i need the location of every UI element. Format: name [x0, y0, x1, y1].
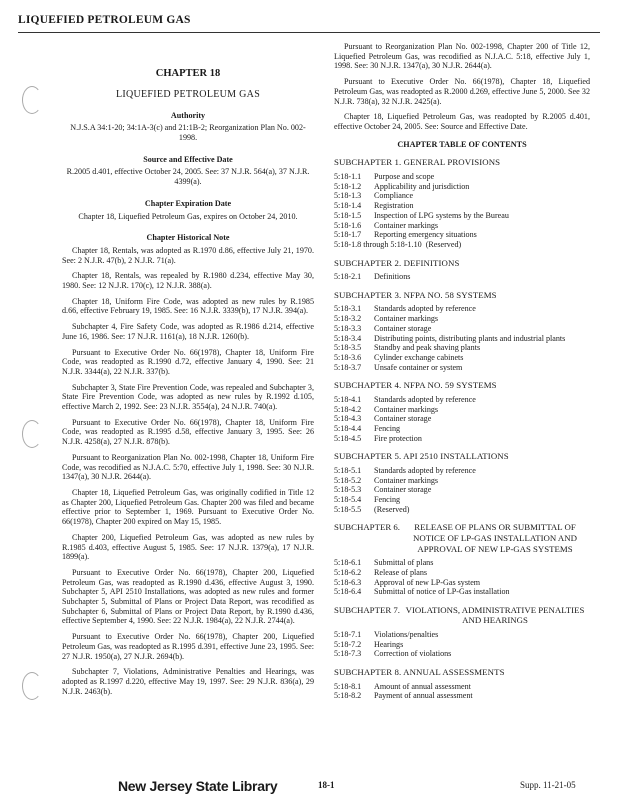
binder-hole-mark: [22, 86, 42, 114]
toc-entry: [334, 649, 590, 659]
section-title: Purpose and scope: [374, 172, 435, 182]
toc-entry: [334, 691, 590, 701]
section-number: 5:18-8.2: [334, 691, 362, 701]
historical-note-paragraph: Pursuant to Executive Order No. 66(1978), Chapter 18, Liquefied Petroleum Gas, was readopted as R.2000 d.269, effective June 5, 2000. See 32 N.J.R. 738(a), 32 N.J.R. 2425(a).: [334, 77, 590, 106]
section-title: Standards adopted by reference: [374, 304, 476, 314]
section-title: Fencing: [374, 424, 401, 434]
expiration-text: Chapter 18, Liquefied Petroleum Gas, expires on October 24, 2010.: [78, 211, 298, 221]
toc-entry: [334, 240, 590, 250]
section-title: Submittal of plans: [374, 558, 434, 568]
section-number: 5:18-5.4: [334, 495, 362, 505]
section-title: Approval of new LP-Gas system: [374, 577, 481, 587]
section-number: 5:18-5.5: [334, 504, 362, 514]
historical-note-paragraph: Pursuant to Executive Order No. 66(1978), Chapter 18, Uniform Fire Code, was readopted as R.1995 d.58, effective January 3, 1995. See: 26 N.J.R. 4258(a), 27 N.J.R. 878(b).: [62, 417, 314, 447]
toc-entry: [334, 568, 590, 578]
historical-note-continued: [334, 42, 590, 132]
toc-entry: [334, 221, 590, 231]
subchapter-title: RELEASE OF PLANS OR SUBMITTAL OF NOTICE OF LP-GAS INSTALLATION AND APPROVAL OF NEW LP-GAS SYSTEMS: [413, 522, 577, 554]
subchapter-number: SUBCHAPTER 1.: [334, 157, 402, 168]
toc-entry: [334, 324, 590, 334]
subchapter-title: NFPA NO. 58 SYSTEMS: [403, 289, 497, 300]
supplement-date: Supp. 11-21-05: [520, 780, 576, 790]
section-number: 5:18-6.3: [334, 577, 362, 587]
toc-entry: [334, 230, 590, 240]
section-number: 5:18-5.2: [334, 475, 362, 485]
subchapter-title: NFPA NO. 59 SYSTEMS: [403, 380, 497, 391]
section-title: Container storage: [374, 485, 432, 495]
section-number: 5:18-4.2: [334, 404, 362, 414]
expiration-heading: Chapter Expiration Date: [144, 198, 232, 208]
section-title: Definitions: [374, 272, 411, 282]
source-heading: Source and Effective Date: [143, 154, 233, 164]
toc-entry: [334, 172, 590, 182]
section-title: Reporting emergency situations: [374, 230, 477, 240]
historical-note-paragraph: Chapter 18, Liquefied Petroleum Gas, was originally codified in Title 12 as Chapter 200, Liquefied Petroleum Gas. Chapter 200 was filed and became effective prior to September 1, 1969. Pursuant to Executive Order No. 66(1978), Chapter 200 expired on May 15, 1985.: [62, 487, 314, 527]
section-title: (Reserved): [425, 239, 462, 249]
toc-entry: [334, 505, 590, 515]
header-rule: [18, 32, 600, 33]
authority-text: N.J.S.A 34:1-20; 34:1A-3(c) and 21:1B-2; Reorganization Plan No. 002-1998.: [70, 123, 306, 142]
section-number: 5:18-5.1: [334, 465, 362, 475]
section-number: 5:18-1.3: [334, 191, 362, 201]
section-number: 5:18-3.3: [334, 323, 362, 333]
historical-note-paragraph: Chapter 18, Rentals, was adopted as R.1970 d.86, effective July 21, 1970. See: 2 N.J.R. 47(b), 2 N.J.R. 71(a).: [62, 245, 314, 265]
historical-note-body: [62, 246, 314, 696]
subchapter-number: SUBCHAPTER 3.: [334, 289, 402, 300]
section-number: 5:18-7.2: [334, 639, 362, 649]
subchapter-title: API 2510 INSTALLATIONS: [403, 451, 509, 462]
section-number: 5:18-4.4: [334, 424, 362, 434]
toc-entry: [334, 182, 590, 192]
toc-entry: [334, 353, 590, 363]
historical-note-paragraph: Pursuant to Executive Order No. 66(1978), Chapter 200, Liquefied Petroleum Gas, was readopted as R.1990 d.436, effective August 3, 1990. Subchapter 5, API 2510 Installations, was adopted as new rules and former Subchapter 5, Submittal of Plans or Project Data Report, was recodified as Subchapter 6, Submittal of Plans or Project Data Report, by R.1990 d.436, effective September 4, 1990. See: 22 N.J.R. 1984(a), 22 N.J.R. 2744(a).: [62, 567, 314, 626]
historical-note-paragraph: Chapter 18, Rentals, was repealed by R.1980 d.234, effective May 30, 1980. See: 12 N.J.R. 170(c), 12 N.J.R. 388(a).: [62, 271, 314, 291]
binder-hole-mark: [22, 420, 42, 448]
right-column: [334, 42, 590, 701]
toc-entry: [334, 495, 590, 505]
section-number: 5:18-3.6: [334, 352, 362, 362]
section-number: 5:18-6.4: [334, 587, 362, 597]
running-header: LIQUEFIED PETROLEUM GAS: [18, 14, 191, 26]
subchapter-heading: [334, 605, 590, 626]
historical-note-paragraph: Subchapter 7, Violations, Administrative Penalties and Hearings, was adopted as R.1997 d.220, effective May 19, 1997. See: 29 N.J.R. 836(a), 29 N.J.R. 2463(b).: [62, 667, 314, 696]
section-number: 5:18-1.2: [334, 181, 362, 191]
source-text: R.2005 d.401, effective October 24, 2005. See: 37 N.J.R. 564(a), 37 N.J.R. 4399(a).: [66, 167, 310, 187]
historical-note-paragraph: Pursuant to Reorganization Plan No. 002-1998, Chapter 18, Uniform Fire Code, was recodified as N.J.A.C. 5:70, effective July 1, 1998. See: 30 N.J.R. 1347(a), 30 N.J.R. 2644(a).: [62, 452, 314, 482]
chapter-name: LIQUEFIED PETROLEUM GAS: [115, 88, 261, 100]
section-title: Distributing points, distributing plants and industrial plants: [374, 333, 566, 343]
authority-heading: Authority: [170, 110, 206, 120]
section-title: Payment of annual assessment: [374, 691, 473, 701]
subchapter-number: SUBCHAPTER 4.: [334, 380, 402, 391]
toc-entry: [334, 334, 590, 344]
section-number: 5:18-6.2: [334, 567, 362, 577]
section-number: 5:18-1.7: [334, 230, 362, 240]
toc-entry: [334, 395, 590, 405]
subchapter-title: VIOLATIONS, ADMINISTRATIVE PENALTIES AND HEARINGS: [405, 604, 585, 626]
historical-note-paragraph: Chapter 200, Liquefied Petroleum Gas, was adopted as new rules by R.1985 d.403, effective August 5, 1985. See: 17 N.J.R. 1379(a), 17 N.J.R. 1899(a).: [62, 532, 314, 562]
page-number: 18-1: [318, 780, 335, 790]
section-title: Container storage: [374, 323, 432, 333]
toc-entry: [334, 630, 590, 640]
subchapter-number: SUBCHAPTER 7.: [334, 604, 400, 615]
section-number: 5:18-5.3: [334, 485, 362, 495]
section-title: Compliance: [374, 191, 414, 201]
toc-entry: [334, 558, 590, 568]
section-title: Release of plans: [374, 567, 428, 577]
subchapter-heading: [334, 451, 590, 462]
toc-entry: [334, 476, 590, 486]
subchapter-heading: [334, 258, 590, 269]
section-number: 5:18-3.2: [334, 314, 362, 324]
section-title: Standards adopted by reference: [374, 394, 476, 404]
section-title: Container markings: [374, 314, 439, 324]
toc-entry: [334, 424, 590, 434]
toc-entry: [334, 343, 590, 353]
section-number: 5:18-1.6: [334, 220, 362, 230]
toc-entry: [334, 578, 590, 588]
subchapter-number: SUBCHAPTER 5.: [334, 451, 402, 462]
subchapter-number: SUBCHAPTER 8.: [334, 667, 402, 678]
section-number: 5:18-3.4: [334, 333, 362, 343]
table-of-contents: [334, 157, 590, 701]
section-title: Container storage: [374, 414, 432, 424]
toc-entry: [334, 314, 590, 324]
section-title: Container markings: [374, 475, 439, 485]
section-title: Unsafe container or system: [374, 362, 463, 372]
toc-entry: [334, 485, 590, 495]
subchapter-heading: [334, 667, 590, 678]
section-title: Cylinder exchange cabinets: [374, 352, 464, 362]
historical-note-paragraph: Pursuant to Executive Order No. 66(1978), Chapter 18, Uniform Fire Code, was readopted as R.1990 d.72, effective January 4, 1990. See: 21 N.J.R. 3344(a), 22 N.J.R. 337(b).: [62, 347, 314, 376]
section-title: Hearings: [374, 639, 404, 649]
toc-entry: [334, 405, 590, 415]
toc-entry: [334, 587, 590, 597]
section-title: (Reserved): [374, 504, 410, 514]
historical-note-heading: Chapter Historical Note: [146, 233, 230, 243]
subchapter-heading: [334, 157, 590, 168]
historical-note-paragraph: Pursuant to Reorganization Plan No. 002-1998, Chapter 200 of Title 12, Liquefied Petroleum Gas, was recodified as N.J.A.C. 5:18, effective July 1, 1998. See: 30 N.J.R. 1347(a), 30 N.J.R. 2644(a).: [334, 42, 590, 71]
section-number: 5:18-3.1: [334, 304, 362, 314]
toc-entry: [334, 682, 590, 692]
section-number: 5:18-1.5: [334, 210, 362, 220]
toc-entry: [334, 363, 590, 373]
section-title: Applicability and jurisdiction: [374, 181, 470, 191]
toc-title: CHAPTER TABLE OF CONTENTS: [397, 139, 527, 149]
section-title: Registration: [374, 201, 414, 211]
toc-entry: [334, 201, 590, 211]
toc-entry: [334, 211, 590, 221]
section-title: Container markings: [374, 220, 439, 230]
toc-entry: [334, 414, 590, 424]
chapter-number: CHAPTER 18: [155, 68, 221, 79]
binder-hole-mark: [22, 672, 42, 700]
subchapter-heading: [334, 290, 590, 301]
section-number: 5:18-1.8 through 5:18-1.10: [334, 239, 422, 249]
section-title: Inspection of LPG systems by the Bureau: [374, 210, 509, 220]
section-title: Container markings: [374, 404, 439, 414]
section-title: Amount of annual assessment: [374, 681, 471, 691]
section-number: 5:18-4.3: [334, 414, 362, 424]
historical-note-paragraph: Pursuant to Executive Order No. 66(1978), Chapter 200, Liquefied Petroleum Gas, was readopted as R.1995 d.391, effective June 23, 1995. See: 27 N.J.R. 1950(a), 27 N.J.R. 2694(b).: [62, 632, 314, 661]
section-number: 5:18-2.1: [334, 272, 362, 282]
section-number: 5:18-7.1: [334, 630, 362, 640]
subchapter-title: GENERAL PROVISIONS: [403, 157, 501, 168]
toc-entry: [334, 272, 590, 282]
section-number: 5:18-1.1: [334, 172, 362, 182]
subchapter-title: DEFINITIONS: [403, 257, 460, 268]
historical-note-paragraph: Subchapter 3, State Fire Prevention Code, was repealed and Subchapter 3, State Fire Prevention Code, was adopted as new rules by R.1992 d.105, effective March 2, 1992. See: 23 N.J.R. 3554(a), 24 N.J.R. 740(a).: [62, 382, 314, 412]
section-number: 5:18-6.1: [334, 558, 362, 568]
historical-note-paragraph: Chapter 18, Uniform Fire Code, was adopted as new rules by R.1985 d.66, effective February 19, 1985. See: 16 N.J.R. 3339(b), 17 N.J.R. 394(a).: [62, 296, 314, 316]
section-title: Violations/penalties: [374, 630, 439, 640]
section-number: 5:18-3.7: [334, 362, 362, 372]
library-stamp: New Jersey State Library: [118, 778, 278, 794]
historical-note-paragraph: Subchapter 4, Fire Safety Code, was adopted as R.1986 d.214, effective June 16, 1986. See: 17 N.J.R. 1161(a), 18 N.J.R. 1260(b).: [62, 322, 314, 341]
subchapter-heading: [334, 380, 590, 391]
section-number: 5:18-8.1: [334, 681, 362, 691]
toc-entry: [334, 434, 590, 444]
toc-entry: [334, 191, 590, 201]
section-number: 5:18-1.4: [334, 201, 362, 211]
section-title: Correction of violations: [374, 649, 452, 659]
section-title: Standby and peak shaving plants: [374, 343, 481, 353]
toc-entry: [334, 466, 590, 476]
subchapter-number: SUBCHAPTER 6.: [334, 522, 400, 533]
toc-entry: [334, 640, 590, 650]
section-number: 5:18-3.5: [334, 343, 362, 353]
section-title: Standards adopted by reference: [374, 465, 476, 475]
toc-entry: [334, 304, 590, 314]
subchapter-heading: [334, 522, 590, 554]
subchapter-number: SUBCHAPTER 2.: [334, 257, 402, 268]
section-number: 5:18-7.3: [334, 649, 362, 659]
section-number: 5:18-4.5: [334, 433, 362, 443]
section-title: Fencing: [374, 495, 401, 505]
historical-note-paragraph: Chapter 18, Liquefied Petroleum Gas, was readopted by R.2005 d.401, effective October 24, 2005. See: Source and Effective Date.: [334, 112, 590, 131]
section-number: 5:18-4.1: [334, 394, 362, 404]
subchapter-title: ANNUAL ASSESSMENTS: [403, 667, 505, 678]
section-title: Submittal of notice of LP-Gas installation: [374, 587, 510, 597]
left-column: [62, 68, 314, 702]
section-title: Fire protection: [374, 433, 422, 443]
